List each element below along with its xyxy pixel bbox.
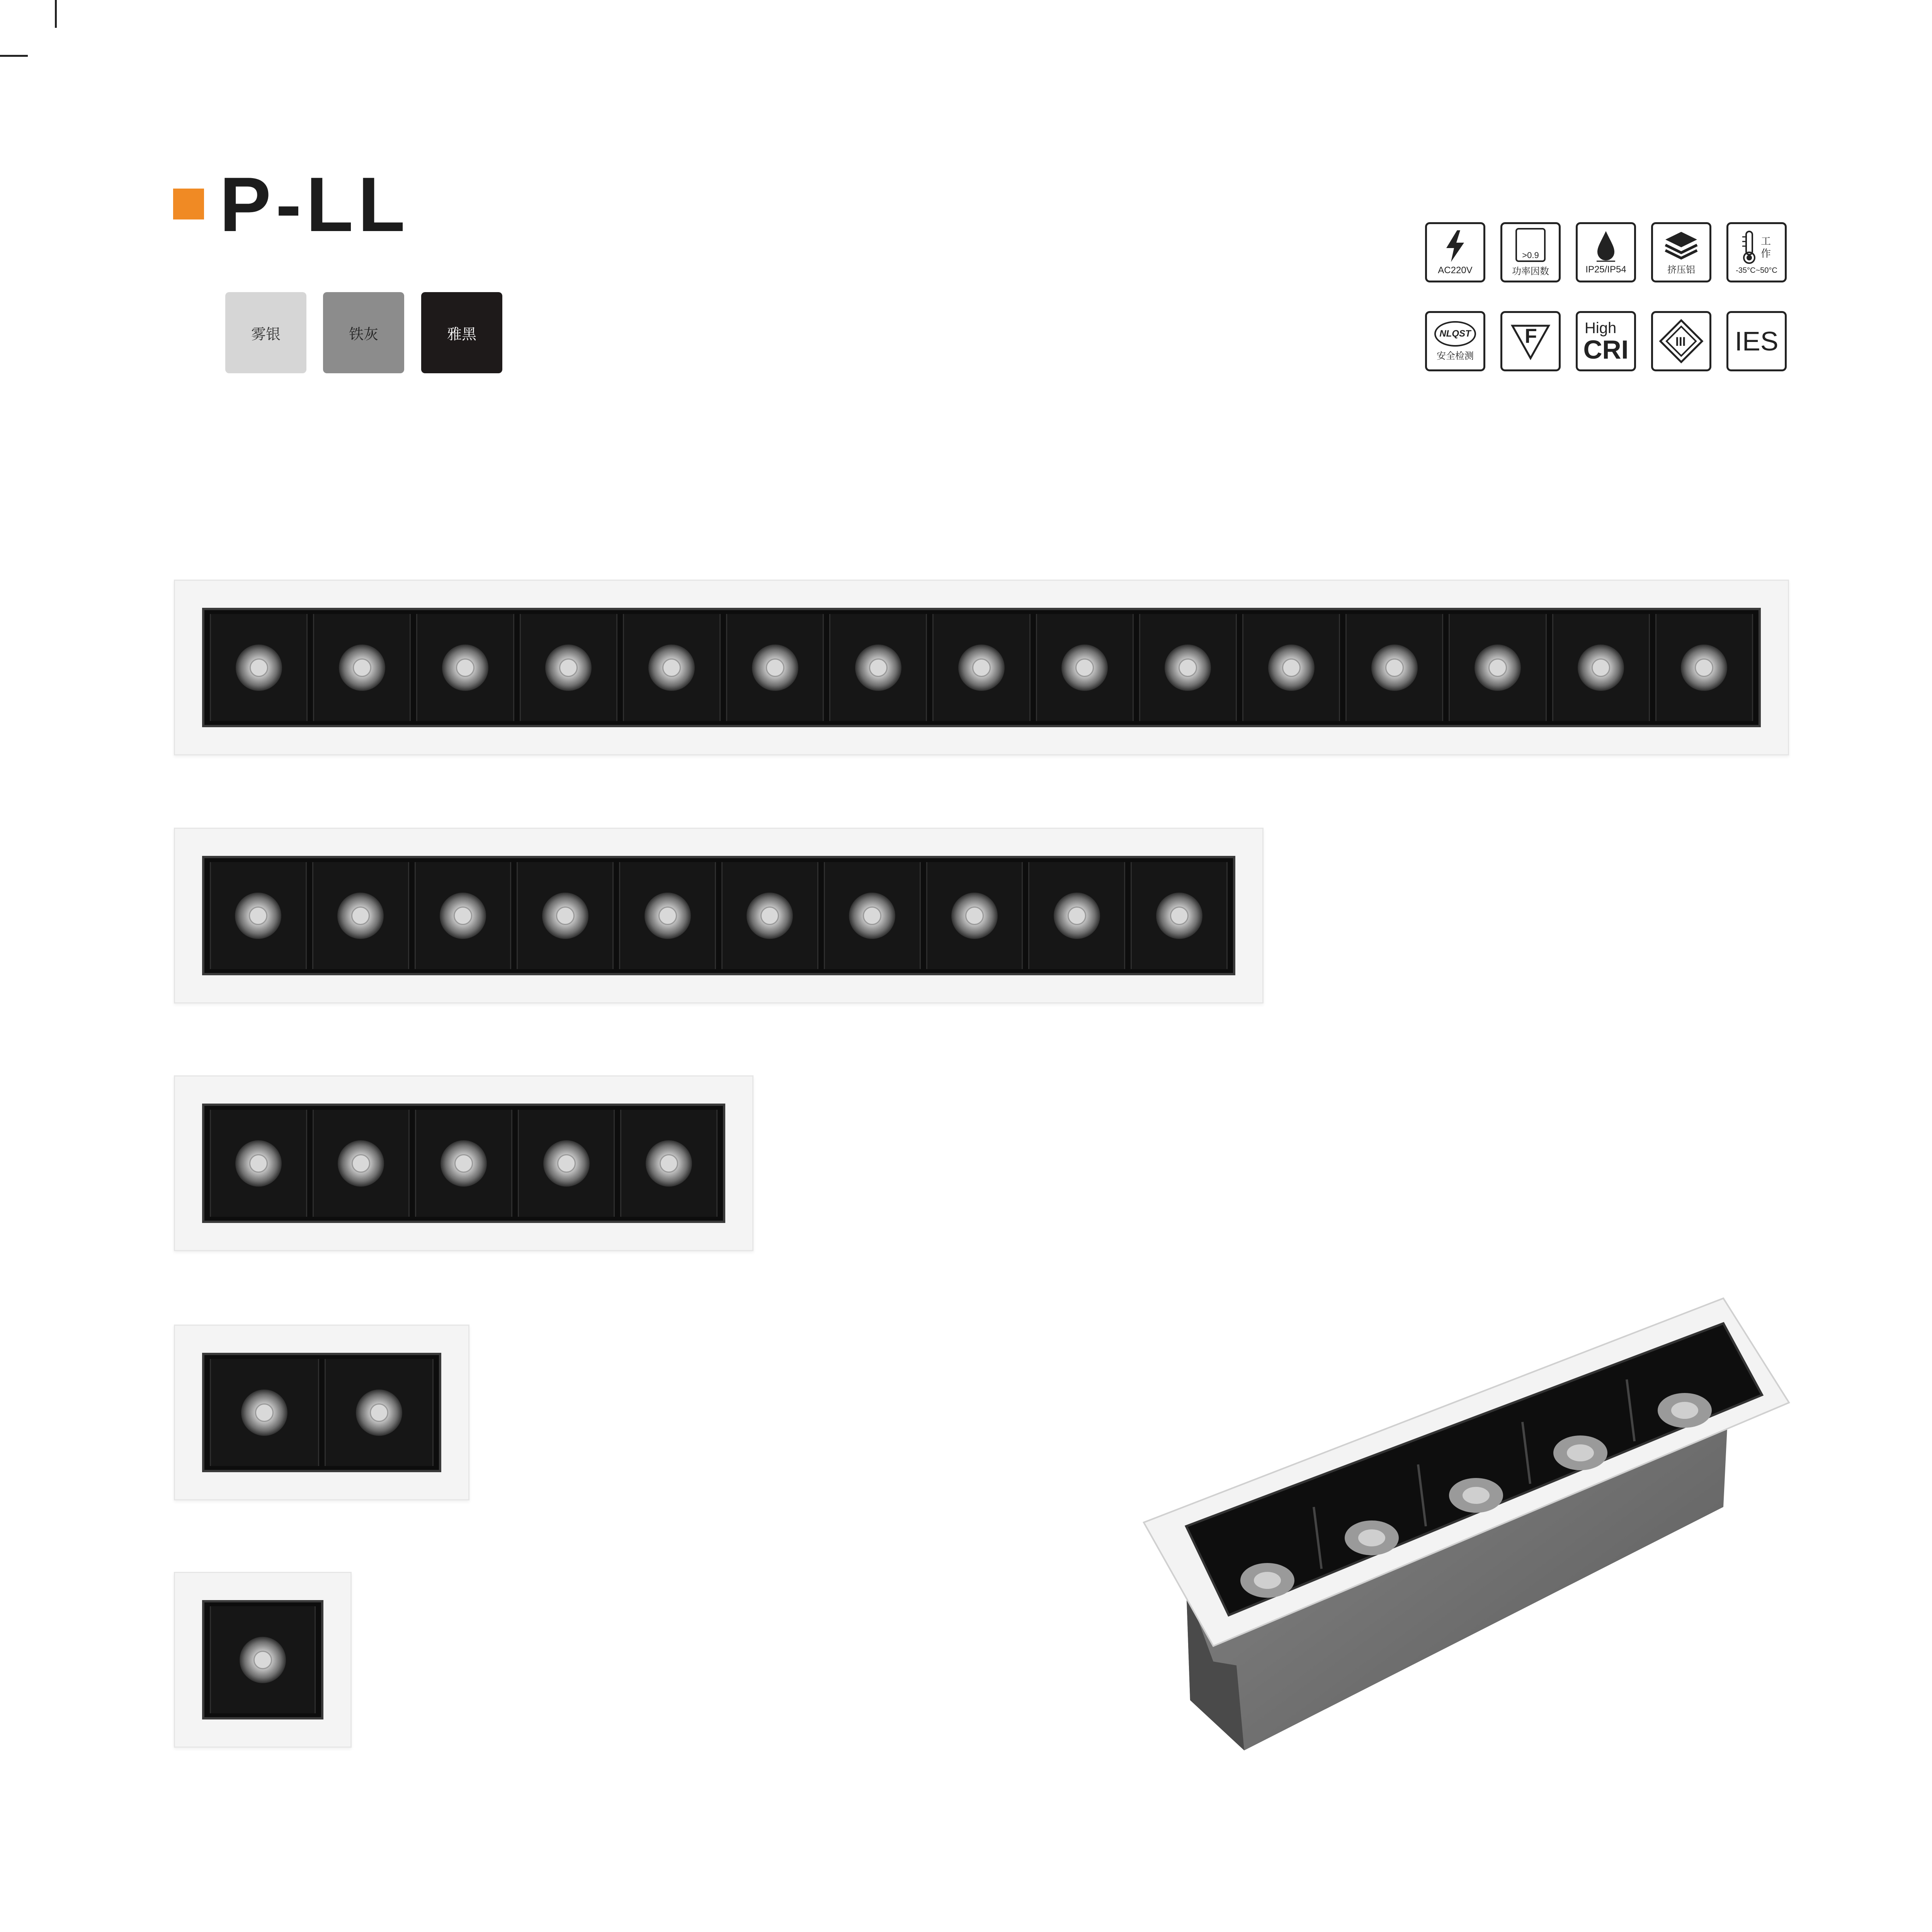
lamp-cell [210,1110,307,1217]
swatch-label: 铁灰 [349,326,378,343]
lamp-cell [1552,614,1650,721]
lamp-cell [210,1606,316,1713]
lamp-cell [1131,862,1228,969]
lamp-cell [1139,614,1237,721]
lamp-cell [517,862,614,969]
lamp-cell [1036,614,1134,721]
crop-mark [0,55,28,57]
badge-caption: IP25/IP54 [1585,264,1626,275]
f-mark-letter: F [1525,325,1537,347]
product-title: P-LL [219,162,410,248]
high-cri-line1: High [1585,320,1617,337]
badge-caption: AC220V [1438,265,1473,276]
lamp-cell [1655,614,1753,721]
high-cri-badge [1576,311,1636,371]
water-drop-icon [1594,230,1617,263]
lamp-cell [415,1110,512,1217]
fixture-2-head [174,1325,469,1500]
nlqst-badge [1425,311,1485,371]
temperature-group [1741,230,1772,265]
class-iii-text: III [1675,335,1686,349]
class-iii-badge [1651,311,1711,371]
fixture-perspective-view [1121,1275,1816,1777]
power-factor-value: >0.9 [1522,250,1539,260]
title-bullet [173,189,204,219]
swatch-label: 雅黑 [447,326,476,343]
badge-caption: 挤压铝 [1667,264,1695,275]
aluminum-badge [1651,222,1711,282]
lamp-cell [313,1110,410,1217]
fixture-grille [202,1353,441,1472]
lamp-cell [721,862,818,969]
ac220v-badge [1425,222,1485,282]
lamp-cell [415,862,512,969]
thermometer-icon [1741,230,1758,265]
crop-mark [55,0,57,28]
fixture-grille [202,1104,725,1223]
lamp-cell [325,1359,434,1466]
lightning-icon [1442,229,1469,264]
fixture-grille [202,856,1235,975]
lamp-cell [620,1110,718,1217]
lamp-cell [518,1110,615,1217]
lamp-cell [416,614,514,721]
lamp-cell [726,614,824,721]
badge-caption: -35°C~50°C [1736,266,1777,275]
lamp-cell [619,862,716,969]
lamp-cell [623,614,721,721]
lamp-cell [1242,614,1340,721]
fixture-1-head [174,1572,352,1748]
fixture-grille [202,1600,323,1719]
fixture-grille [202,608,1761,727]
lamp-cell [520,614,617,721]
badge-side-label: 工作 [1761,235,1771,259]
lamp-cell [1345,614,1443,721]
layers-icon [1664,230,1699,260]
lamp-cell [932,614,1030,721]
power-factor-badge [1500,222,1561,282]
nlqst-icon [1434,321,1476,347]
lamp-cell [1449,614,1546,721]
color-swatch-gray [323,292,404,373]
lamp-cell [824,862,921,969]
f-mark-badge [1500,311,1561,371]
lamp-cell [210,614,308,721]
lamp-cell [210,1359,319,1466]
temperature-badge [1726,222,1787,282]
color-swatch-silver [225,292,306,373]
ies-text: IES [1735,326,1779,356]
badge-caption: 功率因数 [1512,266,1549,277]
fixture-15-head [174,580,1789,755]
power-factor-icon [1515,228,1546,262]
lamp-cell [926,862,1023,969]
lamp-cell [1028,862,1125,969]
fixture-5-head [174,1075,753,1251]
fixture-10-head [174,828,1264,1003]
lamp-cell [313,614,411,721]
lamp-cell [829,614,927,721]
lamp-cell [312,862,409,969]
high-cri-line2: CRI [1583,335,1629,364]
lamp-cell [210,862,307,969]
color-swatch-black [421,292,502,373]
nlqst-logo-text: NLQST [1439,328,1471,339]
ies-badge [1726,311,1787,371]
badge-caption: 安全检测 [1437,350,1474,361]
ip-rating-badge [1576,222,1636,282]
swatch-label: 雾银 [251,326,281,343]
